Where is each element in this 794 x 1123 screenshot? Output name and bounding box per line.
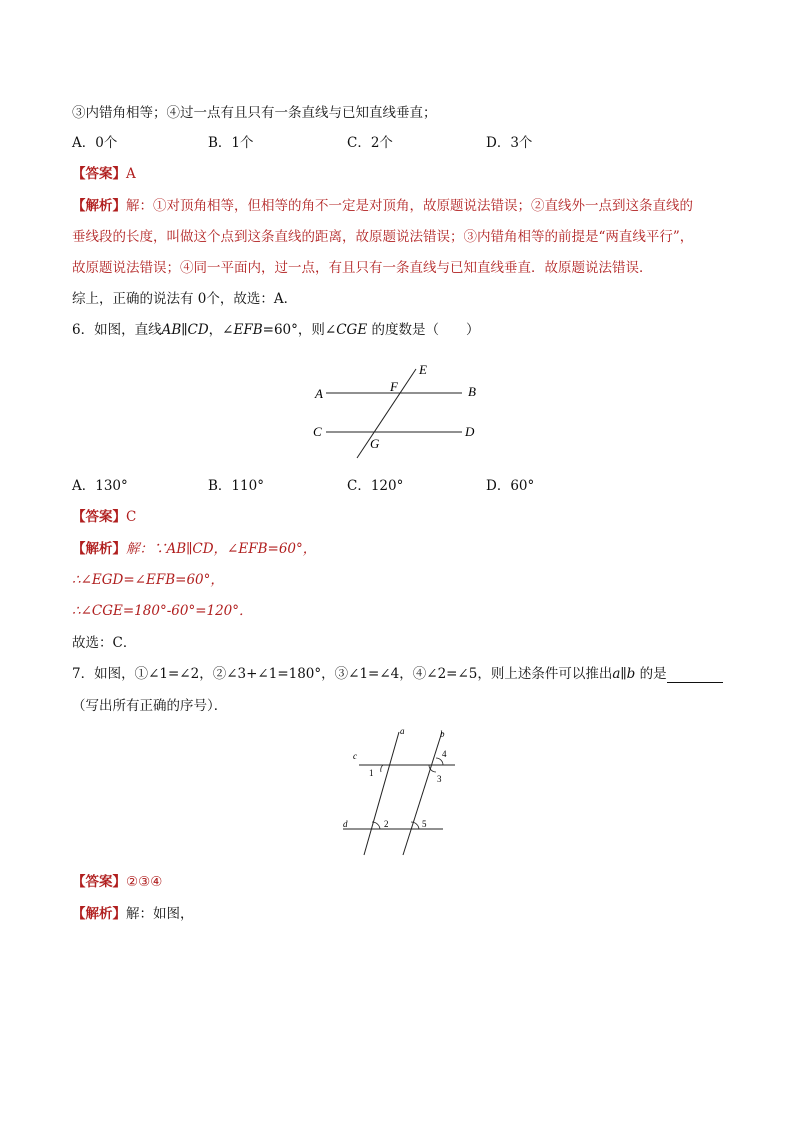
q6-answer — [72, 508, 136, 526]
label-a: a — [400, 726, 405, 736]
line-b — [403, 732, 442, 855]
stem-text: =60°，则∠ — [262, 322, 337, 338]
answer-tag: 【答案】 — [72, 509, 126, 525]
label-g: G — [370, 436, 380, 451]
label-b: b — [440, 729, 445, 739]
q6-option-b: B．110° — [208, 478, 264, 494]
stem-text: 7．如图，①∠1=∠2，②∠3+∠1=180°，③∠1=∠4，④∠2=∠5，则上述条件可以推出 — [72, 666, 613, 682]
q6-conclusion: 故选：C． — [72, 635, 137, 651]
q5-statement-tail: ③内错角相等；④过一点有且只有一条直线与已知直线垂直； — [72, 105, 437, 121]
q5-analysis-line-2: 垂线段的长度，叫做这个点到这条直线的距离，故原题说法错误；③内错角相等的前提是“两直线平行”， — [72, 229, 694, 245]
answer-tag: 【答案】 — [72, 874, 126, 890]
answer-value: A — [126, 166, 136, 182]
answer-value: C — [126, 509, 137, 525]
q5-option-b: B．1个 — [208, 135, 254, 151]
analysis-text: 解：①对顶角相等，但相等的角不一定是对顶角，故原题说法错误；②直线外一点到这条直线的 — [126, 198, 693, 214]
label-d: D — [465, 424, 475, 439]
q6-option-a: A．130° — [72, 478, 128, 494]
label-d: d — [343, 819, 348, 829]
q5-option-c: C．2个 — [347, 135, 393, 151]
q5-summary — [72, 290, 297, 308]
q6-figure — [300, 356, 500, 476]
angle-cge: CGE — [336, 322, 368, 338]
q7-analysis — [72, 905, 194, 923]
analysis-tag: 【解析】 — [72, 906, 126, 922]
analysis-tag: 【解析】 — [72, 198, 126, 214]
condition-a-parallel-b: a∥b — [612, 666, 636, 682]
label-3: 3 — [437, 774, 442, 784]
label-5: 5 — [422, 819, 427, 829]
q7-stem-line-1 — [72, 665, 723, 683]
q5-analysis-line-3: 故原题说法错误；④同一平面内，过一点，有且只有一条直线与已知直线垂直．故原题说法错误． — [72, 260, 653, 276]
label-b: B — [468, 384, 476, 399]
label-a: A — [315, 386, 323, 401]
analysis-text: 解：∵AB∥CD，∠EFB=60°， — [126, 541, 317, 557]
q5-option-a: A．0个 — [72, 135, 118, 151]
stem-text: 的是 — [635, 666, 667, 682]
q6-option-d: D．60° — [486, 478, 535, 494]
answer-blank[interactable] — [667, 668, 723, 683]
q7-stem-line-2: （写出所有正确的序号）． — [72, 698, 228, 714]
q5-option-d: D．3个 — [486, 135, 533, 151]
stem-text: ，∠ — [208, 322, 234, 338]
line-cd: CD — [187, 322, 209, 338]
q7-figure — [336, 724, 466, 859]
label-1: 1 — [369, 768, 374, 778]
angle-efb: EFB — [233, 322, 263, 338]
q6-analysis-line-2: ∴∠EGD=∠EFB=60°， — [72, 572, 224, 588]
analysis-tag: 【解析】 — [72, 541, 126, 557]
q6-analysis-line-1 — [72, 540, 316, 558]
q7-answer — [72, 873, 162, 891]
summary-text: 综上，正确的说法有 0个，故选：A． — [72, 291, 298, 307]
angle-4-arc — [436, 758, 443, 765]
label-2: 2 — [384, 819, 389, 829]
label-e: E — [419, 362, 427, 377]
answer-tag: 【答案】 — [72, 166, 126, 182]
line-a — [364, 732, 399, 855]
stem-text: 的度数是（ ） — [367, 322, 480, 338]
q6-analysis-line-3: ∴∠CGE=180°-60°=120°． — [72, 603, 253, 619]
angle-1-arc — [381, 765, 383, 772]
transversal-eg — [357, 369, 416, 458]
parallel-symbol: ∥ — [181, 322, 188, 338]
line-ab: AB — [161, 322, 182, 338]
label-4: 4 — [442, 749, 447, 759]
q5-answer — [72, 165, 136, 183]
analysis-text: 解：如图， — [126, 906, 194, 922]
q5-analysis-line-1 — [72, 197, 693, 215]
stem-text: 6．如图，直线 — [72, 322, 162, 338]
q6-option-c: C．120° — [347, 478, 404, 494]
label-f: F — [390, 379, 398, 394]
q6-stem — [72, 321, 479, 339]
label-c: C — [313, 424, 322, 439]
answer-value: ②③④ — [126, 874, 163, 890]
label-c: c — [353, 751, 357, 761]
